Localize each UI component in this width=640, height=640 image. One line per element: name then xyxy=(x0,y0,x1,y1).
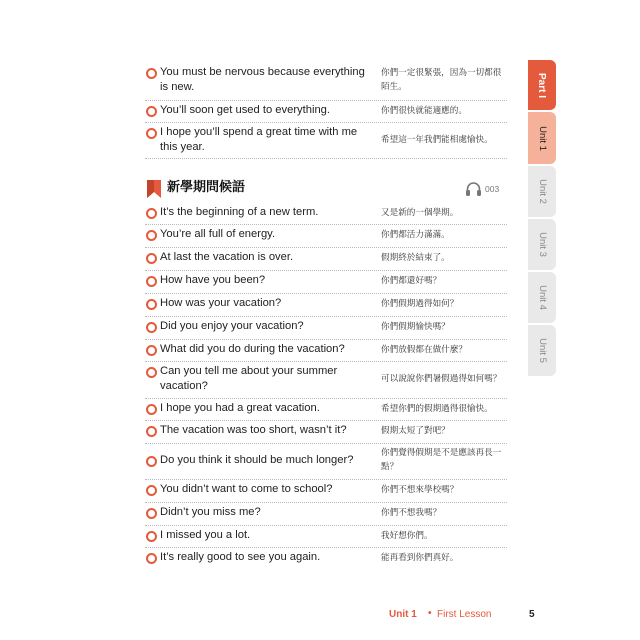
english-phrase: At last the vacation is over. xyxy=(160,251,294,263)
chinese-translation: 又是新的一個學期。 xyxy=(381,208,459,218)
footer-lesson: First Lesson xyxy=(437,609,492,620)
bullet-circle-icon xyxy=(146,106,157,117)
tab-label: Unit 3 xyxy=(536,232,548,257)
section-header xyxy=(145,177,507,201)
bullet-circle-icon xyxy=(146,276,157,287)
chinese-translation: 你們一定很緊張，因為一切都很陌生。 xyxy=(381,68,502,92)
english-phrase: I missed you a lot. xyxy=(160,529,251,541)
chinese-translation: 希望這一年我們能相處愉快。 xyxy=(381,135,493,145)
english-phrase: Do you think it should be much longer? xyxy=(160,454,354,466)
bullet-circle-icon xyxy=(146,128,157,139)
english-phrase: The vacation was too short, wasn’t it? xyxy=(160,424,347,436)
phrase-row xyxy=(145,224,507,248)
bullet-circle-icon xyxy=(146,404,157,415)
phrase-row xyxy=(145,100,507,123)
chinese-translation: 你們放假都在做什麼？ xyxy=(381,345,467,355)
english-phrase: It’s really good to see you again. xyxy=(160,551,321,563)
bullet-circle-icon xyxy=(146,208,157,219)
phrase-row xyxy=(145,64,507,101)
tab-unit-3[interactable] xyxy=(528,219,556,270)
english-phrase: How was your vacation? xyxy=(160,297,282,309)
phrase-row xyxy=(145,479,507,503)
chinese-translation: 可以說說你們暑假過得如何嗎？ xyxy=(381,374,502,384)
chinese-translation: 我好想你們。 xyxy=(381,531,433,541)
tab-label: Unit 2 xyxy=(536,179,548,204)
phrase-row xyxy=(145,502,507,526)
chinese-translation: 你們假期愉快嗎？ xyxy=(381,322,450,332)
bullet-circle-icon xyxy=(146,322,157,333)
phrase-row xyxy=(145,420,507,444)
english-phrase: What did you do during the vacation? xyxy=(160,343,345,355)
english-phrase: Did you enjoy your vacation? xyxy=(160,320,304,332)
phrase-row xyxy=(145,361,507,399)
phrase-row xyxy=(145,339,507,362)
bullet-circle-icon xyxy=(146,253,157,264)
english-phrase: Didn’t you miss me? xyxy=(160,506,261,518)
bullet-circle-icon xyxy=(146,230,157,241)
page-footer xyxy=(380,608,535,623)
page-number: 5 xyxy=(529,609,535,620)
bullet-circle-icon xyxy=(146,531,157,542)
audio-track[interactable] xyxy=(465,181,507,197)
chinese-translation: 你們覺得假期是不是應該再長一點？ xyxy=(381,448,502,472)
chinese-translation: 假期終於結束了。 xyxy=(381,253,450,263)
phrase-row xyxy=(145,122,507,159)
chinese-translation: 假期太短了對吧？ xyxy=(381,426,450,436)
section-title: 新學期問候語 xyxy=(167,180,246,195)
tab-unit-4[interactable] xyxy=(528,272,556,323)
chinese-translation: 你們不想我嗎？ xyxy=(381,508,442,518)
english-phrase: You didn’t want to come to school? xyxy=(160,483,333,495)
phrase-row xyxy=(145,270,507,294)
english-phrase: You’re all full of energy. xyxy=(160,228,276,240)
tab-part-1[interactable] xyxy=(528,60,556,110)
bullet-circle-icon xyxy=(146,426,157,437)
phrase-row xyxy=(145,547,507,570)
english-phrase: You must be nervous because everything is new. xyxy=(160,66,365,93)
tab-label: Part I xyxy=(536,72,548,98)
bullet-circle-icon xyxy=(146,68,157,79)
bullet-circle-icon xyxy=(146,456,157,467)
chinese-translation: 你們都活力滿滿。 xyxy=(381,230,450,240)
tab-unit-1[interactable] xyxy=(528,112,556,164)
english-phrase: It’s the beginning of a new term. xyxy=(160,206,319,218)
phrase-row xyxy=(145,293,507,317)
phrase-row xyxy=(145,316,507,340)
chinese-translation: 你們不想來學校嗎？ xyxy=(381,485,459,495)
audio-track-number: 003 xyxy=(485,184,500,194)
phrase-row xyxy=(145,443,507,480)
chinese-translation: 你們都還好嗎？ xyxy=(381,276,442,286)
english-phrase: Can you tell me about your summer vacation? xyxy=(160,365,338,392)
bullet-circle-icon xyxy=(146,299,157,310)
tab-label: Unit 1 xyxy=(536,125,548,151)
bookmark-flag-icon xyxy=(147,180,161,198)
footer-separator: • xyxy=(428,608,432,619)
tab-unit-5[interactable] xyxy=(528,325,556,376)
bullet-circle-icon xyxy=(146,367,157,378)
phrase-row xyxy=(145,247,507,271)
bullet-circle-icon xyxy=(146,485,157,496)
phrase-row xyxy=(145,202,507,225)
english-phrase: You’ll soon get used to everything. xyxy=(160,104,331,116)
chinese-translation: 能再看到你們真好。 xyxy=(381,553,459,563)
chinese-translation: 你們假期過得如何？ xyxy=(381,299,459,309)
phrase-row xyxy=(145,525,507,548)
tab-label: Unit 4 xyxy=(536,285,548,310)
phrase-row xyxy=(145,398,507,421)
chinese-translation: 你們很快就能適應的。 xyxy=(381,106,467,116)
bullet-circle-icon xyxy=(146,553,157,564)
bullet-circle-icon xyxy=(146,345,157,356)
chinese-translation: 希望你們的假期過得很愉快。 xyxy=(381,404,493,414)
bullet-circle-icon xyxy=(146,508,157,519)
english-phrase: I hope you’ll spend a great time with me this year. xyxy=(160,126,358,153)
footer-unit: Unit 1 xyxy=(389,609,417,620)
english-phrase: How have you been? xyxy=(160,274,266,286)
tab-unit-2[interactable] xyxy=(528,166,556,217)
headphones-icon xyxy=(465,181,482,197)
english-phrase: I hope you had a great vacation. xyxy=(160,402,320,414)
tab-label: Unit 5 xyxy=(536,338,548,363)
